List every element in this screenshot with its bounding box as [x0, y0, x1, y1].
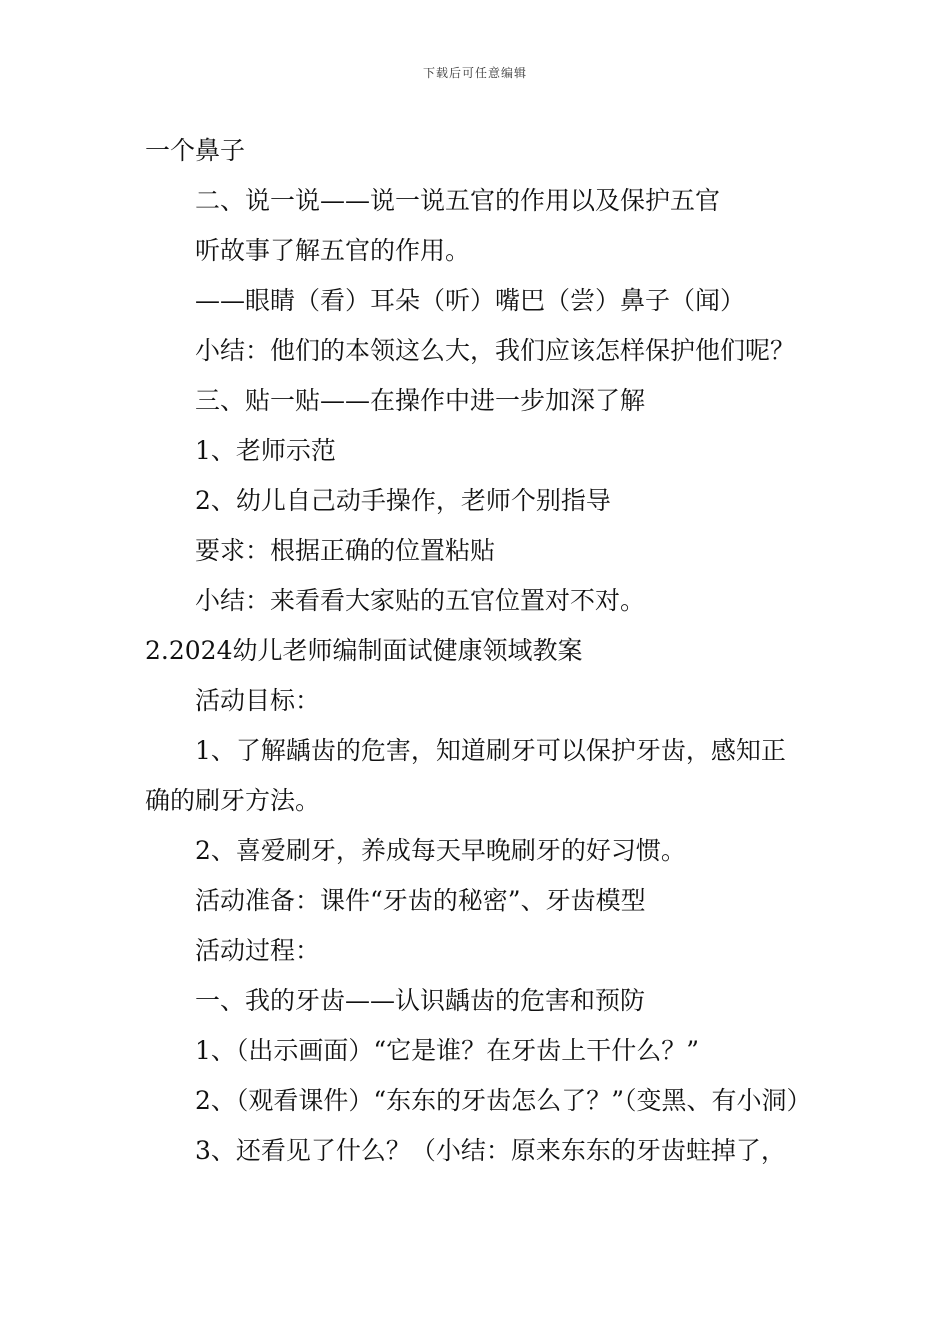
paragraph: ——眼睛（看）耳朵（听）嘴巴（尝）鼻子（闻）: [195, 286, 746, 315]
paragraph: 小结：来看看大家贴的五官位置对不对。: [195, 586, 646, 615]
section-heading: 活动过程：: [195, 936, 321, 965]
list-item: 1、（出示画面）“它是谁？在牙齿上干什么？”: [195, 1036, 699, 1065]
paragraph: 听故事了解五官的作用。: [195, 236, 471, 265]
section-heading: 活动目标：: [195, 686, 321, 715]
paragraph: 一个鼻子: [145, 136, 246, 165]
document-title: 2.2024幼儿老师编制面试健康领域教案: [145, 636, 583, 665]
section-heading: 一、我的牙齿——认识龋齿的危害和预防: [195, 986, 646, 1015]
paragraph: 要求：根据正确的位置粘贴: [195, 536, 496, 565]
section-heading: 三、贴一贴——在操作中进一步加深了解: [195, 386, 646, 415]
paragraph: 小结：他们的本领这么大，我们应该怎样保护他们呢？: [195, 336, 796, 365]
list-item: 3、还看见了什么？（小结：原来东东的牙齿蛀掉了，: [195, 1136, 786, 1165]
document-body: [145, 126, 810, 1176]
list-item: 2、喜爱刷牙，养成每天早晚刷牙的好习惯。: [195, 836, 686, 865]
list-item: 1、老师示范: [195, 436, 336, 465]
list-item: 1、了解龋齿的危害，知道刷牙可以保护牙齿，感知正确的刷牙方法。: [145, 736, 786, 815]
list-item: 2、幼儿自己动手操作，老师个别指导: [195, 486, 611, 515]
section-heading: 二、说一说——说一说五官的作用以及保护五官: [195, 186, 721, 215]
paragraph: 活动准备：课件“牙齿的秘密”、牙齿模型: [195, 886, 646, 915]
page-header-note: 下载后可任意编辑: [422, 66, 527, 80]
list-item: 2、（观看课件）“东东的牙齿怎么了？”（变黑、有小洞）: [195, 1086, 812, 1115]
